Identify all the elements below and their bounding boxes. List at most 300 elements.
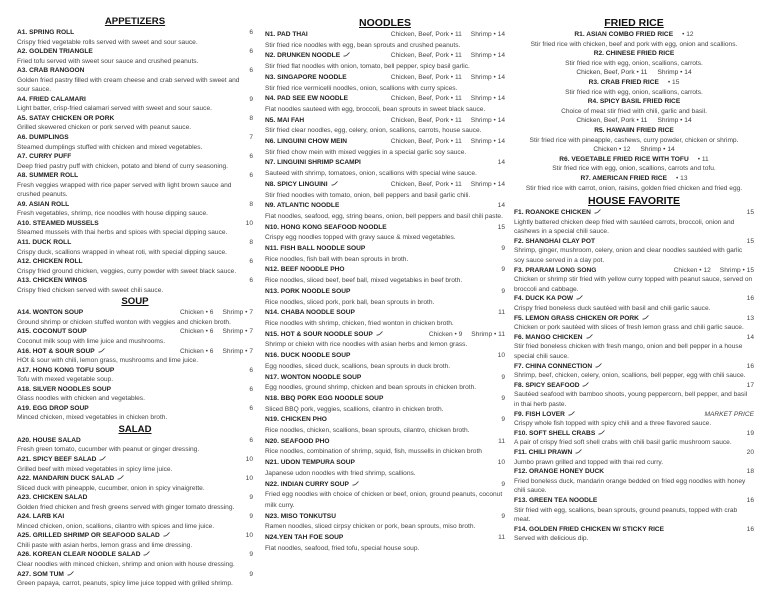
spicy-chili-icon — [143, 550, 150, 555]
menu-item-description: Fried tofu served with sweet sour sauce and crushed peanuts. — [17, 57, 199, 65]
menu-item-name: R3. CRAB FRIED RICE — [588, 78, 659, 86]
menu-item-price: Chicken • 6 — [180, 309, 214, 317]
menu-item-price: • 13 — [676, 174, 688, 182]
menu-item-price: Chicken • 12 — [593, 146, 631, 154]
menu-item — [17, 308, 253, 327]
menu-item-price: 9 — [501, 373, 505, 381]
menu-item-prices — [667, 174, 687, 184]
menu-item-description: Sautéed seafood with bamboo shoots, young peppercorn, bell pepper, and basil in thai herb paste. — [514, 391, 748, 408]
menu-item-description: Stir fried chow mein with mixed veggies in a special garlic soy sauce. — [265, 148, 467, 156]
menu-item-prices — [171, 327, 253, 337]
menu-item-price: 6 — [249, 67, 253, 75]
menu-item-price: 18 — [746, 468, 754, 476]
menu-item-name: N10. HONG KONG SEAFOOD NOODLE — [265, 223, 387, 231]
menu-item-name: F8. SPICY SEAFOOD — [514, 381, 580, 389]
menu-item-name: N4. PAD SEE EW NOODLE — [265, 95, 349, 103]
section-title: SOUP — [121, 296, 149, 308]
menu-item-name: R1. ASIAN COMBO FRIED RICE — [574, 31, 674, 38]
menu-item — [265, 158, 505, 179]
menu-item-prices — [489, 458, 505, 469]
menu-item-header — [17, 366, 253, 376]
menu-item-description: Grilled skewered chicken or pork served with peanut sauce. — [17, 124, 192, 132]
menu-item-name: A10. STEAMED MUSSELS — [17, 219, 99, 227]
menu-item — [514, 496, 754, 525]
menu-item-header — [17, 200, 253, 210]
menu-item-price: Shrimp • 14 — [640, 146, 675, 154]
menu-item-name: A25. GRILLED SHRIMP OR SEAFOOD SALAD — [17, 532, 160, 540]
menu-item-price: Shrimp • 14 — [470, 73, 505, 81]
menu-item-price: Shrimp • 7 — [222, 328, 253, 336]
menu-item-header — [265, 73, 505, 84]
menu-item-prices — [382, 137, 505, 148]
menu-item-name: N2. DRUNKEN NOODLE — [265, 52, 341, 60]
menu-item-description: Stir fried rice with egg, onion, scallions, carrots. — [565, 59, 703, 67]
menu-item-description: Ramen noodles, sliced cirpsy chicken or pork, bean sprouts, miso broth. — [265, 523, 476, 531]
menu-item-prices — [492, 287, 505, 298]
menu-item-name: A24. LARB KAI — [17, 513, 65, 521]
menu-item-header — [17, 436, 253, 446]
menu-item — [265, 480, 505, 512]
menu-item-name: A8. SUMMER ROLL — [17, 172, 79, 180]
menu-item-header — [17, 95, 253, 105]
menu-item-header — [17, 28, 253, 38]
menu-item-description: Stir fried rice with pineapple, cashews, curry powder, chicken or shrimp. — [529, 136, 739, 144]
menu-item-prices — [240, 66, 253, 76]
menu-item-name: A23. CHICKEN SALAD — [17, 494, 88, 502]
menu-item-header — [514, 496, 754, 506]
menu-item-description: HOt & sour with chili, lemon grass, mushrooms and lime juice. — [17, 357, 199, 365]
menu-item-name: N6. LINGUINI CHOW MEIN — [265, 138, 348, 146]
menu-item-price: 10 — [245, 219, 253, 227]
menu-item-price: 19 — [746, 429, 754, 437]
menu-item-price: 14 — [497, 159, 505, 167]
menu-item-prices — [237, 531, 253, 541]
menu-item-prices — [738, 496, 754, 506]
menu-item-header — [265, 201, 505, 212]
menu-item-header — [265, 94, 505, 105]
menu-item-price: 15 — [746, 237, 754, 245]
menu-item-prices — [171, 347, 253, 357]
menu-section — [17, 16, 253, 295]
spicy-chili-icon — [575, 448, 582, 453]
menu-item-prices — [738, 294, 754, 304]
menu-item-description: Shrimp, ginger, mushroom, celery, onion and clear noodles sautéed with garlic soy sauce served in a clay pot. — [514, 247, 743, 265]
menu-item-price: Shrimp • 14 — [657, 117, 692, 125]
menu-item — [17, 152, 253, 171]
section-title: FRIED RICE — [604, 17, 664, 29]
menu-item-description: Stir fried rice with chicken, beef and pork with egg, onion and scallions. — [530, 40, 738, 48]
menu-item-name: R5. HAWAIIN FRIED RICE — [594, 126, 674, 134]
spicy-chili-icon — [67, 570, 74, 575]
menu-item-header — [17, 66, 253, 76]
spicy-chili-icon — [117, 474, 124, 479]
menu-item-description: Crispy whole fish topped with spicy chili and a three flavored sauce. — [514, 420, 712, 428]
menu-item-description: Coconut milk soup with lime juice and mushrooms. — [17, 337, 166, 345]
menu-item-name: F7. CHINA CONNECTION — [514, 362, 593, 370]
menu-item-description: Stir fried rice with carrot, onion, raisins, golden fried chicken and fried egg. — [525, 184, 743, 192]
menu-item-description: Golden fried pastry filled with cream cheese and crab served with sweet and sour sauce. — [17, 76, 240, 94]
menu-item-description: Ground shrimp or chicken stuffed wonton with veggies and chicken broth. — [17, 318, 231, 326]
menu-item — [265, 244, 505, 265]
menu-item-prices — [171, 308, 253, 318]
menu-item-header — [17, 531, 253, 541]
menu-item-price: Chicken, Beef, Pork • 11 — [390, 73, 462, 81]
menu-item — [514, 237, 754, 266]
menu-item — [265, 51, 505, 72]
menu-item-header — [265, 415, 505, 426]
menu-item-name: A7. CURRY PUFF — [17, 153, 72, 161]
menu-item-prices — [240, 493, 253, 503]
menu-item-prices — [237, 455, 253, 465]
menu-item-header — [514, 448, 754, 458]
menu-item-header — [17, 219, 253, 229]
menu-item-description: Sliced duck with pineapple, cucumber, onion in spicy vinaigrette. — [17, 484, 205, 492]
menu-item-price: Chicken, Beef, Pork • 11 — [576, 69, 648, 77]
menu-item-price: 9 — [249, 570, 253, 578]
menu-item-description: Crispy fried chicken served with sweet chili sauce. — [17, 286, 164, 294]
menu-item — [265, 512, 505, 533]
menu-item — [17, 474, 253, 493]
menu-item-name: A16. HOT & SOUR SOUP — [17, 347, 95, 355]
menu-item-price: 14 — [746, 333, 754, 341]
menu-item-price: Shrimp • 11 — [471, 330, 505, 338]
menu-item-prices — [738, 381, 754, 391]
menu-item-header — [514, 78, 754, 88]
menu-item-name: N5. MAI FAH — [265, 116, 305, 124]
menu-item — [265, 137, 505, 158]
menu-item-prices — [240, 404, 253, 414]
menu-item-price: Chicken, Beef, Pork • 11 — [390, 95, 462, 103]
menu-item — [265, 223, 505, 244]
menu-item-name: F10. SOFT SHELL CRABS — [514, 429, 596, 437]
menu-item-header — [265, 512, 505, 523]
menu-item-header — [265, 51, 505, 62]
menu-item-description: Deep fried pastry puff with chicken, potato and blend of curry seasoning. — [17, 162, 229, 170]
menu-item-description: Chicken or shrimp stir fried with yellow curry topped with peanut sauce, served on broccoli and cabbage. — [514, 276, 753, 293]
menu-item-description: Choice of meat stir fried with chili, garlic and basil. — [561, 107, 707, 115]
menu-item-header — [17, 152, 253, 162]
menu-item-price: • 15 — [667, 78, 680, 86]
menu-item-description: Grilled beef with mixed vegetables in spicy lime juice. — [17, 465, 173, 473]
menu-item-price: 10 — [497, 459, 505, 467]
menu-item-price: Chicken, Beef, Pork • 11 — [390, 138, 462, 146]
menu-item-name: N23. MISO TONKUTSU — [265, 512, 336, 520]
menu-item-name: A17. HONG KONG TOFU SOUP — [17, 366, 115, 374]
section-title: APPETIZERS — [104, 16, 166, 27]
menu-item-name: A27. SOM TUM — [17, 570, 64, 578]
menu-item-description: Light batter, crisp-fried calamari served with sweet and sour sauce. — [17, 105, 212, 113]
menu-item-price: Chicken • 6 — [180, 328, 214, 336]
spicy-chili-icon — [568, 410, 575, 415]
menu-item-header — [514, 237, 754, 247]
menu-item-description: Minced chicken, onion, scallions, cilantro with spices and lime juice. — [17, 522, 215, 530]
menu-item-prices — [240, 385, 253, 395]
menu-item-prices — [689, 155, 709, 165]
menu-item — [17, 133, 253, 152]
menu-item-prices — [738, 237, 754, 247]
menu-item-price: 9 — [501, 416, 505, 424]
menu-item — [17, 570, 253, 589]
menu-item-description: Jumbo prawn grilled and topped with thai red curry. — [514, 458, 664, 466]
menu-item-description: Flat noodles sauteed with egg, broccoli, bean sprouts in sweet black sauce. — [265, 105, 486, 113]
menu-item — [265, 94, 505, 115]
menu-item-price: 9 — [501, 480, 505, 488]
menu-item-description: Stir fried rice with egg, onion, scallions, carrots and tofu. — [552, 165, 716, 173]
menu-item-price: 9 — [501, 287, 505, 295]
menu-item-price: 16 — [746, 362, 754, 370]
menu-item-header — [17, 455, 253, 465]
menu-item-name: N21. UDON TEMPURA SOUP — [265, 459, 355, 467]
menu-item — [17, 238, 253, 257]
menu-item-description: Rice noodles, sliced pork, pork ball, bean sprouts in broth. — [265, 298, 435, 306]
menu-item-name: R4. SPICY BASIL FRIED RICE — [587, 98, 681, 106]
menu-item-header — [265, 158, 505, 169]
menu-item-prices — [382, 116, 505, 127]
menu-item-name: R6. VEGETABLE FRIED RICE WITH TOFU — [559, 155, 689, 163]
menu-item-name: A13. CHICKEN WINGS — [17, 277, 87, 285]
menu-item-price: Shrimp • 15 — [719, 266, 754, 274]
menu-item-name: A11. DUCK ROLL — [17, 239, 72, 247]
menu-item-name: F14. GOLDEN FRIED CHICKEN W/ STICKY RICE — [514, 525, 665, 533]
menu-item-description: Served with delicious dip. — [514, 535, 589, 543]
menu-item-name: N3. SINGAPORE NOODLE — [265, 73, 347, 81]
menu-item-price: 9 — [501, 266, 505, 274]
menu-item-name: F6. MANGO CHICKEN — [514, 333, 583, 341]
menu-item-price: 10 — [245, 475, 253, 483]
menu-item — [514, 429, 754, 448]
menu-item-prices — [492, 394, 505, 405]
menu-item — [514, 362, 754, 381]
menu-item-header — [514, 174, 754, 184]
menu-item — [17, 455, 253, 474]
menu-item-description: Lightly battered chicken deep fried with sautéed carrots, broccoli, onion and cashews in a special chili sauce. — [514, 218, 735, 236]
menu-item-name: F12. ORANGE HONEY DUCK — [514, 468, 605, 476]
menu-item-header — [514, 429, 754, 439]
spicy-chili-icon — [99, 455, 106, 460]
menu-item-prices — [738, 362, 754, 372]
menu-item-price: 16 — [746, 295, 754, 303]
menu-item-name: N24.YEN TAH FOE SOUP — [265, 534, 344, 542]
menu-item-header — [265, 533, 505, 544]
menu-item-description: Tofu with mexed vegetable soup. — [17, 376, 114, 384]
menu-item-header — [265, 137, 505, 148]
menu-item-description: Clear noodles with minced chicken, shrimp and onion with house dressing. — [17, 560, 235, 568]
menu-item-header — [265, 458, 505, 469]
menu-item-header — [514, 266, 754, 276]
menu-item-header — [17, 308, 253, 318]
menu-item-price: • 11 — [697, 155, 709, 163]
menu-item-description: Crispy duck, scallions wrapped in wheat roti, with special dipping sauce. — [17, 248, 228, 256]
menu-item-description: Fresh vegetables, shrimp, rice noodles with house dipping sauce. — [17, 210, 208, 218]
menu-item-prices — [240, 200, 253, 210]
menu-item-description: A pair of crispy fried soft shell crabs with chili basil garlic mushroom sauce. — [514, 439, 732, 447]
menu-item-price: Chicken, Beef, Pork • 11 — [390, 31, 462, 38]
menu-item-description: Steamed dumplings stuffed with chicken and mixed vegetables. — [17, 143, 203, 151]
menu-item-price: 9 — [249, 494, 253, 502]
menu-item-description: Minced chicken, mixed vegetables in chicken broth. — [17, 414, 168, 422]
menu-item-header — [514, 362, 754, 372]
menu-item — [514, 314, 754, 333]
menu-item — [17, 257, 253, 276]
menu-item-description: Stir fried rice with egg, onion, scallions, carrots. — [565, 88, 703, 96]
menu-item — [514, 30, 754, 49]
menu-item-header — [17, 47, 253, 57]
menu-item-description: Rice noodles, chicken, scallions, bean sprouts, cilantro, chicken broth. — [265, 427, 470, 435]
menu-item-description: Stir fried with egg, scallions, bean sprouts, ground peanuts, topped with crab meat. — [514, 506, 738, 524]
menu-item-description: Fresh green tomato, cucumber with peanut or ginger dressing. — [17, 446, 200, 454]
menu-item — [514, 448, 754, 467]
spicy-chili-icon — [586, 333, 593, 338]
menu-item-description: Shrimp, beef, chicken, celery, onion, scallions, bell pepper, egg with chili sauce. — [514, 372, 746, 380]
menu-item-price: 9 — [249, 551, 253, 559]
menu-item-description: Green papaya, carrot, peanuts, spicy lime juice topped with grilled shrimp. — [17, 580, 233, 588]
menu-item — [17, 200, 253, 219]
menu-item-price: 6 — [249, 48, 253, 56]
menu-item-header — [17, 512, 253, 522]
menu-item-description: Egg noodles, ground shrimp, chicken and bean sprouts in chicken broth. — [265, 384, 477, 392]
menu-item — [514, 208, 754, 237]
menu-item-price: 6 — [249, 385, 253, 393]
menu-item-description: Crispy fried ground chicken, veggies, curry powder with sweet black sauce. — [17, 267, 237, 275]
menu-item-name: N20. SEAFOOD PHO — [265, 437, 330, 445]
menu-item — [17, 347, 253, 366]
menu-item-prices — [240, 114, 253, 124]
menu-item — [265, 265, 505, 286]
menu-item-prices — [240, 171, 253, 181]
menu-item-price: Shrimp • 14 — [657, 69, 692, 77]
menu-item-prices — [696, 410, 754, 420]
menu-item-prices — [492, 265, 505, 276]
spicy-chili-icon — [331, 180, 338, 185]
menu-item — [514, 266, 754, 295]
menu-item-name: N15. HOT & SOUR NOODLE SOUP — [265, 330, 373, 338]
menu-item-header — [17, 385, 253, 395]
menu-section — [17, 424, 253, 589]
menu-item-price: 6 — [249, 436, 253, 444]
menu-item-name: F1. ROANOKE CHICKEN — [514, 209, 591, 217]
menu-item-prices — [738, 208, 754, 218]
menu-item — [265, 30, 505, 51]
menu-item — [17, 114, 253, 133]
menu-item-prices — [240, 28, 253, 38]
menu-item-price: Chicken, Beef, Pork • 11 — [390, 180, 462, 188]
menu-item-price: 8 — [249, 239, 253, 247]
menu-item — [514, 155, 754, 174]
menu-item-price-line — [514, 68, 754, 78]
menu-item-price: 11 — [498, 534, 505, 542]
menu-item-name: A21. SPICY BEEF SALAD — [17, 455, 97, 463]
menu-item-price: 9 — [501, 512, 505, 520]
menu-item-name: R2. CHINESE FRIED RICE — [593, 50, 675, 58]
menu-column-right — [514, 15, 754, 544]
menu-item-header — [265, 437, 505, 448]
menu-item-name: N8. SPICY LINGUINI — [265, 180, 328, 188]
menu-item-description: Rice noodles, combination of shrimp, squid, fish, mussells in chicken broth — [265, 448, 482, 456]
menu-item — [17, 171, 253, 200]
menu-item-name: N16. DUCK NOODLE SOUP — [265, 352, 351, 360]
menu-item — [17, 66, 253, 95]
menu-item-price: 10 — [245, 455, 253, 463]
menu-item — [17, 512, 253, 531]
menu-item-prices — [240, 436, 253, 446]
menu-item-header — [17, 570, 253, 580]
menu-item-prices — [382, 73, 505, 84]
menu-item-price: 10 — [245, 532, 253, 540]
menu-item-price: 11 — [498, 437, 505, 445]
menu-item-name: R7. AMERICAN FRIED RICE — [580, 174, 668, 182]
menu-item-description: Rice noodles, fish ball with bean sprouts in broth. — [265, 255, 409, 263]
menu-item — [17, 327, 253, 346]
menu-item-header — [514, 467, 754, 477]
menu-item — [514, 97, 754, 126]
menu-item — [265, 287, 505, 308]
menu-item-price: 6 — [249, 277, 253, 285]
menu-item-name: N22. INDIAN CURRY SOUP — [265, 480, 349, 488]
menu-item-name: N1. PAD THAI — [265, 31, 308, 38]
menu-item-price: 16 — [746, 525, 754, 533]
menu-item-header — [265, 351, 505, 362]
menu-item-price: 6 — [249, 153, 253, 161]
menu-item-price: 6 — [249, 172, 253, 180]
menu-item-header — [265, 223, 505, 234]
menu-item-name: A14. WONTON SOUP — [17, 309, 84, 317]
menu-item-header — [514, 208, 754, 218]
menu-item-description: Steamed mussels with thai herbs and spices with special dipping sauce. — [17, 229, 228, 237]
menu-item — [514, 525, 754, 544]
menu-item-header — [17, 257, 253, 267]
menu-item-description: Fresh veggies wrapped with rice paper served with light brown sauce and crushed peanuts. — [17, 181, 232, 199]
menu-item — [514, 78, 754, 97]
menu-item-prices — [738, 525, 754, 535]
spicy-chili-icon — [595, 362, 602, 367]
menu-item-price: 15 — [746, 209, 754, 217]
menu-item-price: Chicken, Beef, Pork • 11 — [576, 117, 648, 125]
menu-item-prices — [738, 467, 754, 477]
menu-item-header — [514, 314, 754, 324]
menu-item — [265, 308, 505, 329]
menu-item-header — [514, 30, 754, 40]
menu-item — [265, 73, 505, 94]
menu-item-header — [514, 525, 754, 535]
menu-item-description: Sauteed with shrimp, tomatoes, onion, scallions with special wine sauce. — [265, 170, 477, 178]
menu-item-header — [17, 474, 253, 484]
menu-item-name: A19. EGG DROP SOUP — [17, 404, 89, 412]
menu-item — [265, 394, 505, 415]
menu-item-price: Chicken, Beef, Pork • 11 — [390, 52, 462, 60]
menu-item-header — [514, 97, 754, 107]
spicy-chili-icon — [163, 531, 170, 536]
menu-item-price: Shrimp • 14 — [470, 31, 505, 38]
menu-section — [514, 194, 754, 544]
menu-item-name: N7. LINGUINI SHRIMP SCAMPI — [265, 159, 361, 167]
menu-item-prices — [240, 152, 253, 162]
menu-item-prices — [489, 533, 505, 544]
menu-item-name: N9. ATLANTIC NOODLE — [265, 202, 340, 210]
menu-item — [17, 436, 253, 455]
menu-item-name: A22. MANDARIN DUCK SALAD — [17, 475, 115, 483]
menu-item-prices — [489, 437, 505, 448]
menu-item-prices — [659, 78, 679, 88]
menu-item-header — [17, 493, 253, 503]
spicy-chili-icon — [582, 381, 589, 386]
menu-item-name: A15. COCONUT SOUP — [17, 328, 87, 336]
menu-item-price: 6 — [249, 29, 253, 36]
menu-item — [265, 458, 505, 479]
menu-item-name: F9. FISH LOVER — [514, 410, 565, 418]
menu-item-price: 8 — [249, 114, 253, 122]
menu-item-price-line — [514, 145, 754, 155]
menu-item — [17, 550, 253, 569]
